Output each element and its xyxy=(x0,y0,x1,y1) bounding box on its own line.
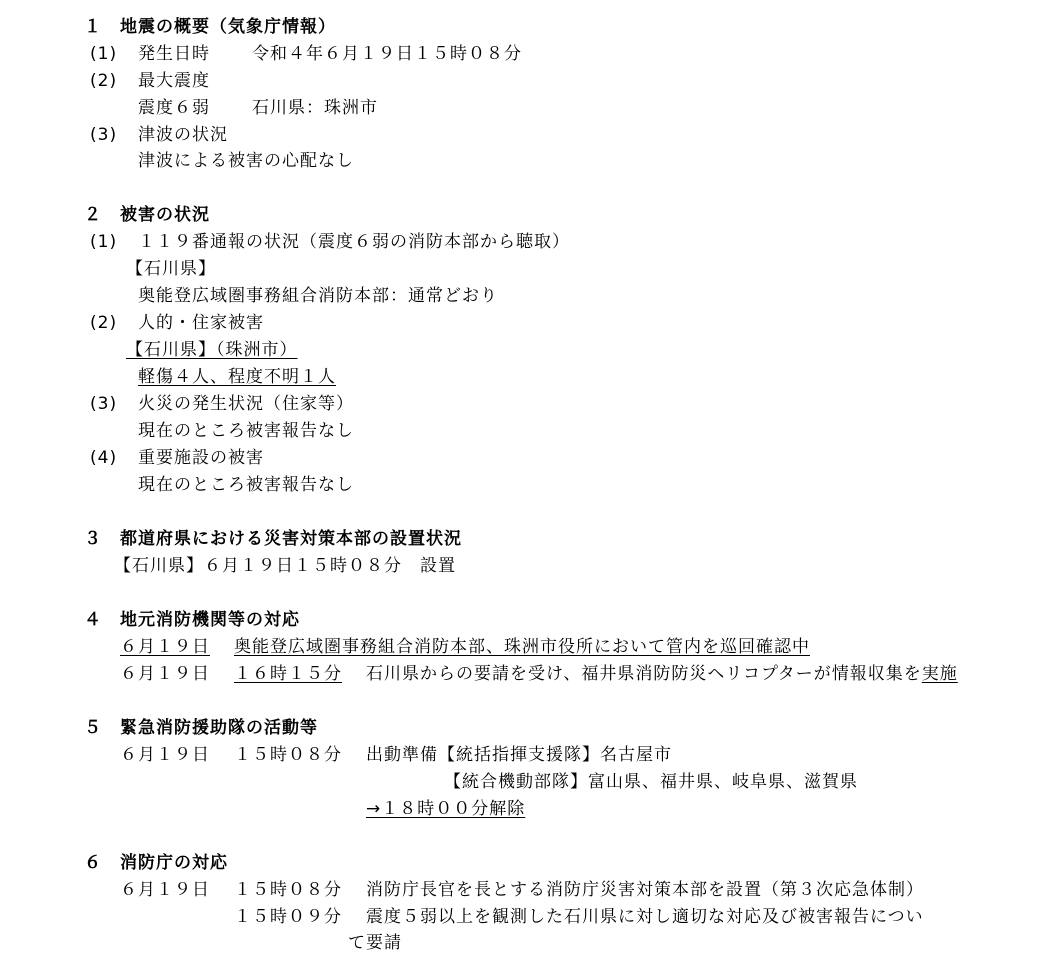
s2-item-2-title: 人的・住家被害 xyxy=(138,313,264,333)
s1-item-1-label: (1) xyxy=(90,44,118,64)
s1-item-3-label: (3) xyxy=(90,125,118,145)
s5-time: １５時０８分 xyxy=(234,745,342,765)
s3-setup-line: 【石川県】６月１９日１５時０８分 設置 xyxy=(114,556,456,576)
s1-item-3-value: 津波による被害の心配なし xyxy=(138,151,354,171)
section-6-heading: ６ 消防庁の対応 xyxy=(84,853,228,873)
s2-item-1-value: 奥能登広域圏事務組合消防本部：通常どおり xyxy=(138,286,498,306)
s2-item-3-value: 現在のところ被害報告なし xyxy=(138,421,354,441)
s4-row-2-time: １６時１５分 xyxy=(234,664,342,684)
s1-item-2-intensity: 震度６弱 xyxy=(138,98,210,118)
section-3-heading: ３ 都道府県における災害対策本部の設置状況 xyxy=(84,529,462,549)
s4-row-2-text-main: 石川県からの要請を受け、福井県消防防災ヘリコプターが情報収集を xyxy=(366,664,922,684)
s4-row-2-text-underlined: 実施 xyxy=(921,664,958,684)
s1-item-3-title: 津波の状況 xyxy=(138,125,228,145)
s1-item-2-location: 石川県：珠洲市 xyxy=(252,98,378,118)
s2-item-2-value: 軽傷４人、程度不明１人 xyxy=(138,367,336,387)
s2-item-1-label: (1) xyxy=(90,232,118,252)
s4-row-2-text xyxy=(366,664,958,684)
s2-item-2-prefecture: 【石川県】（珠洲市） xyxy=(126,340,298,360)
s1-item-2-title: 最大震度 xyxy=(138,71,210,91)
s6-row-1-time: １５時０８分 xyxy=(234,880,342,900)
s4-row-1-text: 奥能登広域圏事務組合消防本部、珠洲市役所において管内を巡回確認中 xyxy=(234,637,810,657)
s2-item-3-label: (3) xyxy=(90,394,118,414)
s2-item-1-title: １１９番通報の状況（震度６弱の消防本部から聴取） xyxy=(138,232,570,252)
s6-row-1-text: 消防庁長官を長とする消防庁災害対策本部を設置（第３次応急体制） xyxy=(366,880,924,900)
s6-row-2-text-cont: て要請 xyxy=(348,933,402,953)
s6-row-2-text: 震度５弱以上を観測した石川県に対し適切な対応及び被害報告につい xyxy=(366,907,924,927)
s6-row-2-time: １５時０９分 xyxy=(234,907,342,927)
s1-item-1-value: 令和４年６月１９日１５時０８分 xyxy=(252,44,522,64)
s5-dispatch-line-2: 【統合機動部隊】富山県、福井県、岐阜県、滋賀県 xyxy=(444,772,858,792)
s2-item-4-title: 重要施設の被害 xyxy=(138,448,264,468)
s5-date: ６月１９日 xyxy=(120,745,210,765)
section-5-heading: ５ 緊急消防援助隊の活動等 xyxy=(84,718,318,738)
section-2-heading: ２ 被害の状況 xyxy=(84,205,210,225)
section-4-heading: ４ 地元消防機関等の対応 xyxy=(84,610,300,630)
s4-row-1-date: ６月１９日 xyxy=(120,637,210,657)
s2-item-2-label: (2) xyxy=(90,313,118,333)
s1-item-2-label: (2) xyxy=(90,71,118,91)
s6-date: ６月１９日 xyxy=(120,880,210,900)
s2-item-4-value: 現在のところ被害報告なし xyxy=(138,475,354,495)
s2-item-3-title: 火災の発生状況（住家等） xyxy=(138,394,354,414)
s5-dispatch-line-1: 出動準備【統括指揮支援隊】名古屋市 xyxy=(366,745,672,765)
s4-row-2-date: ６月１９日 xyxy=(120,664,210,684)
s2-item-4-label: (4) xyxy=(90,448,118,468)
section-1-heading: １ 地震の概要（気象庁情報） xyxy=(84,17,336,37)
s5-cancel-line: →１８時００分解除 xyxy=(366,799,526,819)
s1-item-1-title: 発生日時 xyxy=(138,44,210,64)
s2-item-1-prefecture: 【石川県】 xyxy=(126,259,216,279)
